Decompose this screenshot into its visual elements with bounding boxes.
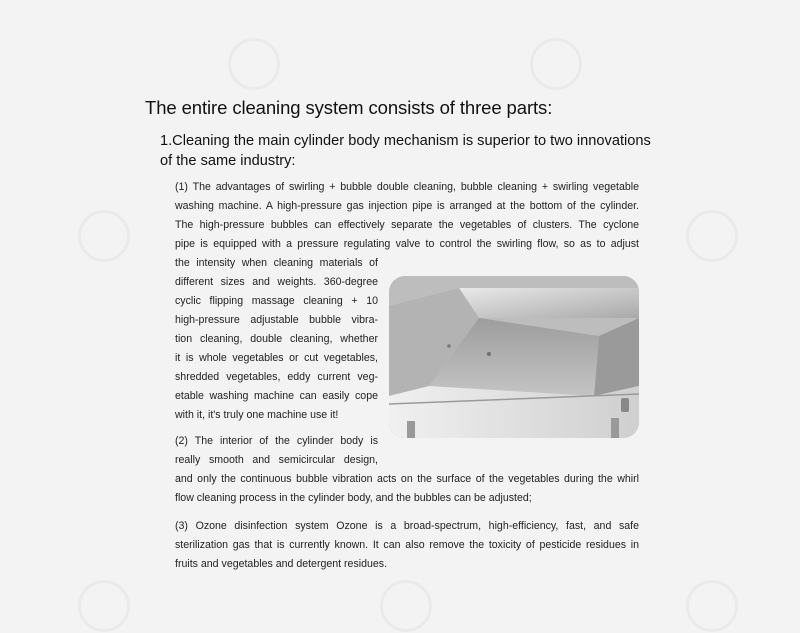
text-line: different sizes and weights. 360-degree xyxy=(175,276,378,288)
stainless-steel-tank-photo xyxy=(389,276,639,438)
text-line: with it, it's truly one machine use it! xyxy=(175,409,339,421)
text-line: cyclic flipping massage cleaning + 10 xyxy=(175,295,378,307)
text-line: (1) The advantages of swirling + bubble double cleaning, bubble cleaning + swirling vegetable xyxy=(175,181,639,193)
logo-watermark-icon xyxy=(380,580,432,632)
paragraph-1-narrow xyxy=(175,254,378,425)
paragraph-2-narrow xyxy=(175,432,378,470)
text-line: shredded vegetables, eddy current veg- xyxy=(175,371,378,383)
text-line: tion cleaning, double cleaning, whether xyxy=(175,333,378,345)
text-line: the intensity when cleaning materials of xyxy=(175,257,378,269)
text-line: (3) Ozone disinfection system Ozone is a broad-spectrum, high-efficiency, fast, and safe xyxy=(175,520,639,532)
logo-watermark-icon xyxy=(686,210,738,262)
text-line: etable washing machine can easily cope xyxy=(175,390,378,402)
paragraph-3 xyxy=(175,517,639,574)
text-line: and only the continuous bubble vibration acts on the surface of the vegetables during the whirl xyxy=(175,473,639,485)
text-line: really smooth and semicircular design, xyxy=(175,454,378,466)
logo-watermark-icon xyxy=(78,580,130,632)
text-line: pipe is equipped with a pressure regulating valve to control the swirling flow, so as to adjust xyxy=(175,238,639,250)
text-line: it is whole vegetables or cut vegetables, xyxy=(175,352,378,364)
tank-photo-icon xyxy=(389,276,639,438)
logo-watermark-icon xyxy=(530,38,582,90)
section-subheading: 1.Cleaning the main cylinder body mechanism is superior to two innovations of the same industry: xyxy=(160,133,651,169)
paragraph-2-wide xyxy=(175,470,639,508)
text-line: (2) The interior of the cylinder body is xyxy=(175,435,378,447)
text-line: washing machine. A high-pressure gas injection pipe is arranged at the bottom of the cylinder. xyxy=(175,200,639,212)
logo-watermark-icon xyxy=(228,38,280,90)
paragraph-1-wide xyxy=(175,178,639,254)
text-line: The high-pressure bubbles can effectively separate the vegetables of clusters. The cyclone xyxy=(175,219,639,231)
page-title: The entire cleaning system consists of three parts: xyxy=(145,97,553,118)
text-line: flow cleaning process in the cylinder body, and the bubbles can be adjusted; xyxy=(175,492,532,504)
text-line: fruits and vegetables and detergent residues. xyxy=(175,558,388,570)
text-line: high-pressure adjustable bubble vibra- xyxy=(175,314,378,326)
text-line: sterilization gas that is currently known. It can also remove the toxicity of pesticide residues in xyxy=(175,539,639,551)
logo-watermark-icon xyxy=(686,580,738,632)
logo-watermark-icon xyxy=(78,210,130,262)
